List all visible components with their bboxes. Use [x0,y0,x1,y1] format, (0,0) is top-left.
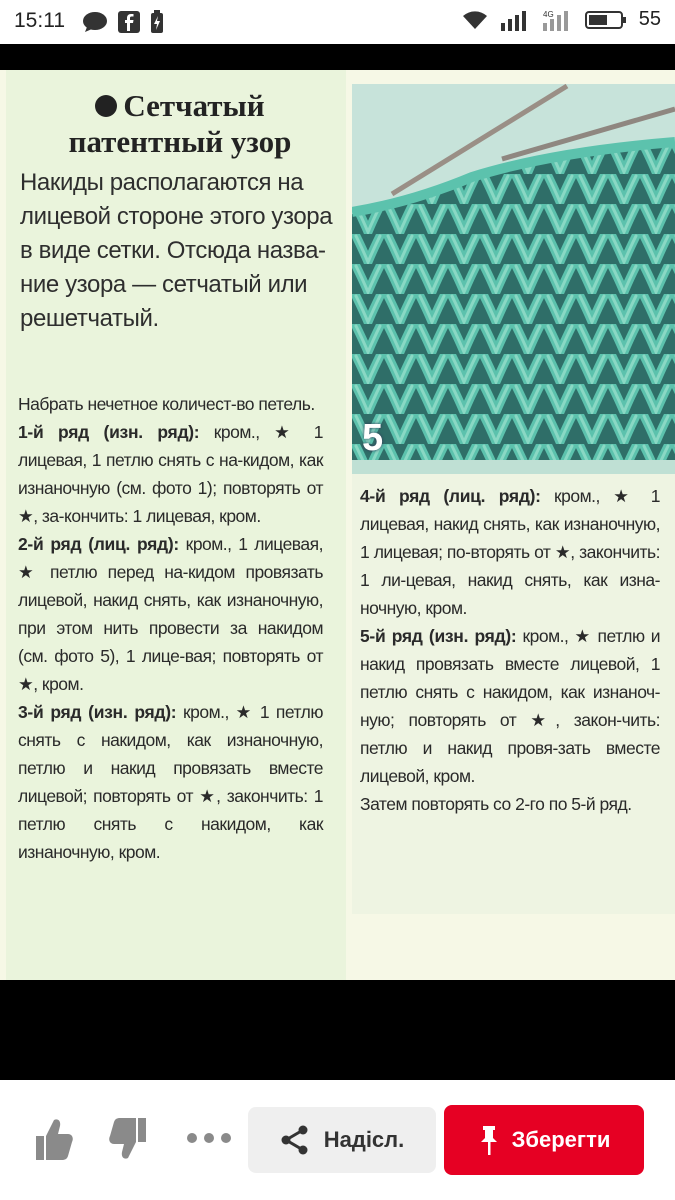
row-label: 2-й ряд (лиц. ряд): [18,534,179,554]
pin-icon [478,1124,500,1156]
more-options-icon[interactable] [186,1132,232,1144]
battery-icon [585,9,627,31]
row-4 [360,482,660,622]
chat-bubble-icon [82,11,108,33]
send-label: Надісл. [323,1127,405,1152]
row-label: 3-й ряд (изн. ряд): [18,702,177,722]
share-icon [280,1125,310,1155]
cast-on-text: Набрать нечетное количест-во петель. [18,394,315,414]
knitting-photo [352,84,675,474]
row-3 [18,698,323,866]
title-line2: патентный узор [68,124,292,159]
dislike-icon[interactable] [108,1116,148,1162]
status-time: 15:11 [14,9,65,32]
wifi-icon [461,9,489,31]
row-text: кром., ★ 1 лицевая, накид снять, как изнаночную, 1 лицевая; по-вторять от ★, закончить: 1 ли-цевая, накид снять, как изна-ночную, кром. [360,486,660,618]
row-1 [18,418,323,530]
battery-saver-icon [150,10,164,34]
battery-percent: 55 [638,8,661,30]
like-icon[interactable] [34,1116,74,1162]
row-text: кром., 1 лицевая, ★ петлю перед на-кидом провязать лицевой, накид снять, как изнаночную, при этом нить провести за накидом (см. фото 5), 1 лице-вая; повторять от ★, кром. [18,534,323,694]
knitting-illustration [352,84,675,474]
notification-icons [82,10,164,34]
status-bar [0,0,675,44]
send-button[interactable] [248,1107,436,1173]
row-label: 4-й ряд (лиц. ряд): [360,486,541,506]
signal-icon [501,9,531,31]
image-frame-top [0,44,675,70]
instructions-right [360,482,660,818]
svg-text:4G: 4G [542,9,554,19]
bullet-dot [95,95,117,117]
save-button[interactable] [444,1105,644,1175]
system-icons [461,8,661,31]
photo-number: 5 [362,417,384,459]
save-label: Зберегти [511,1127,611,1152]
row-label: 1-й ряд (изн. ряд): [18,422,200,442]
row-text: кром., ★ 1 лицевая, 1 петлю снять с на-кидом, как изнаночную (см. фото 1); повторять от ★, за-кончить: 1 лицевая, кром. [18,422,323,526]
row-5 [360,622,660,790]
row-text: кром., ★ петлю и накид провязать вместе лицевой, 1 петлю снять с накидом, как изнаноч-ную; повторять от ★, закон-чить: петлю и накид провя-зать вместе лицевой, кром. [360,626,660,786]
article-intro: Накиды располагаются на лицевой стороне этого узора в виде сетки. Отсюда назва-ние узора — сетчатый или решетчатый. [20,169,333,332]
title-line1: Сетчатый [123,88,265,123]
row-text: кром., ★ 1 петлю снять с накидом, как изнаночную, петлю и накид провязать вместе лицевой; повторять от ★, закончить: 1 петлю снять с накидом, как изнаночную, кром. [18,702,323,862]
action-bar [0,1080,675,1200]
row-label: 5-й ряд (изн. ряд): [360,626,517,646]
image-frame-bottom [0,980,675,1080]
row-2 [18,530,323,698]
signal-4g-icon [543,9,573,31]
instructions-left [18,390,323,866]
facebook-icon [118,11,140,33]
article-title [30,88,330,160]
repeat-text: Затем повторять со 2-го по 5-й ряд. [360,794,632,814]
pin-image[interactable] [0,70,675,980]
